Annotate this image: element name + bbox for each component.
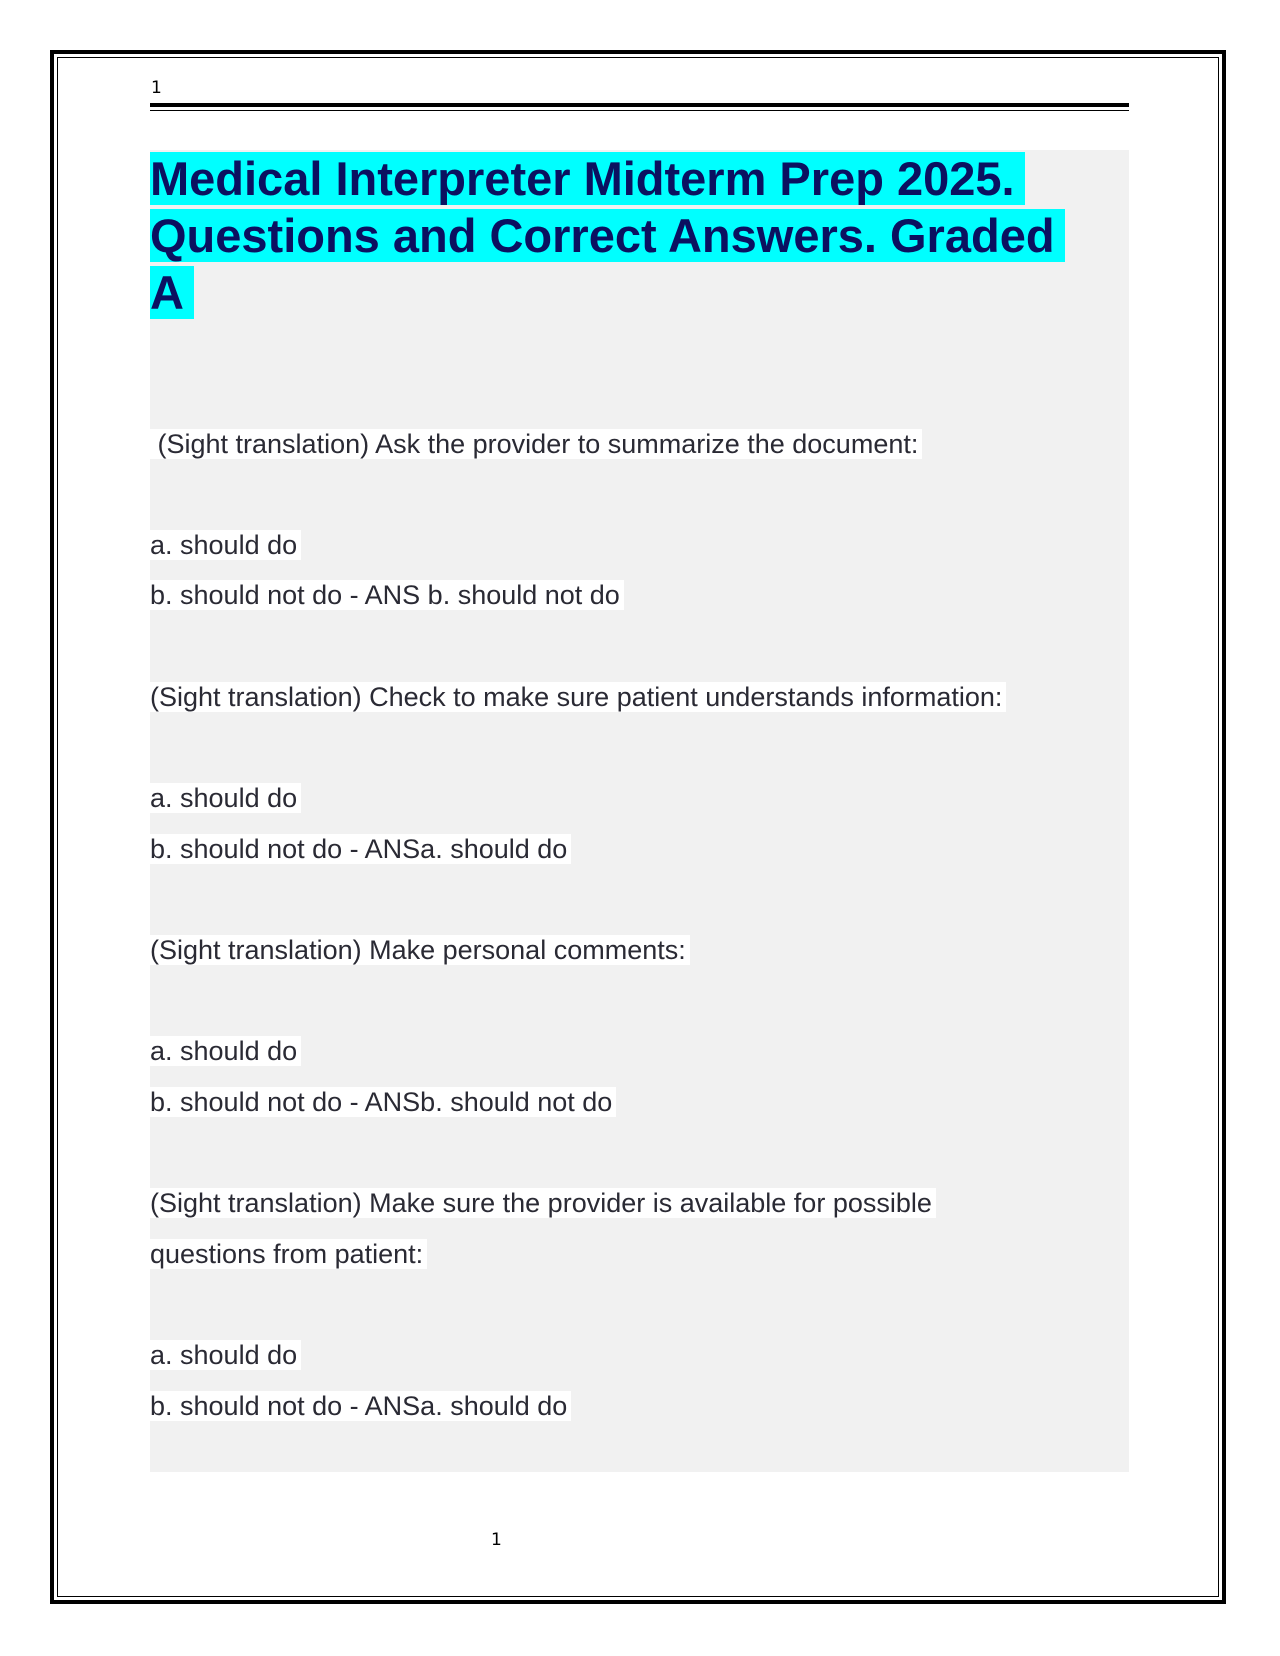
- question-3-prompt: (Sight translation) Make personal comments:: [150, 933, 690, 967]
- header-rule-thick: [150, 103, 1129, 107]
- question-1-option-b: b. should not do - ANS b. should not do: [150, 578, 624, 612]
- document-title: [150, 150, 1135, 321]
- title-line-1: Medical Interpreter Midterm Prep 2025.: [150, 152, 1025, 205]
- title-line-2: Questions and Correct Answers. Graded: [150, 209, 1065, 262]
- title-line-3: A: [150, 266, 194, 319]
- question-1-prompt: (Sight translation) Ask the provider to summarize the document:: [150, 427, 922, 461]
- question-3-option-a: a. should do: [150, 1034, 301, 1068]
- question-3-option-b: b. should not do - ANSb. should not do: [150, 1085, 616, 1119]
- question-2-option-b: b. should not do - ANSa. should do: [150, 832, 571, 866]
- footer-page-number: 1: [491, 1530, 502, 1550]
- question-1-option-a: a. should do: [150, 528, 301, 562]
- question-4-option-a: a. should do: [150, 1338, 301, 1372]
- header-rule-thin: [150, 110, 1129, 111]
- question-4-prompt-line-1: (Sight translation) Make sure the provider is available for possible: [150, 1186, 936, 1220]
- header-page-number: 1: [151, 78, 162, 98]
- question-4-option-b: b. should not do - ANSa. should do: [150, 1389, 571, 1423]
- question-4-prompt-line-2: questions from patient:: [150, 1237, 427, 1271]
- question-2-prompt: (Sight translation) Check to make sure patient understands information:: [150, 680, 1006, 714]
- question-2-option-a: a. should do: [150, 781, 301, 815]
